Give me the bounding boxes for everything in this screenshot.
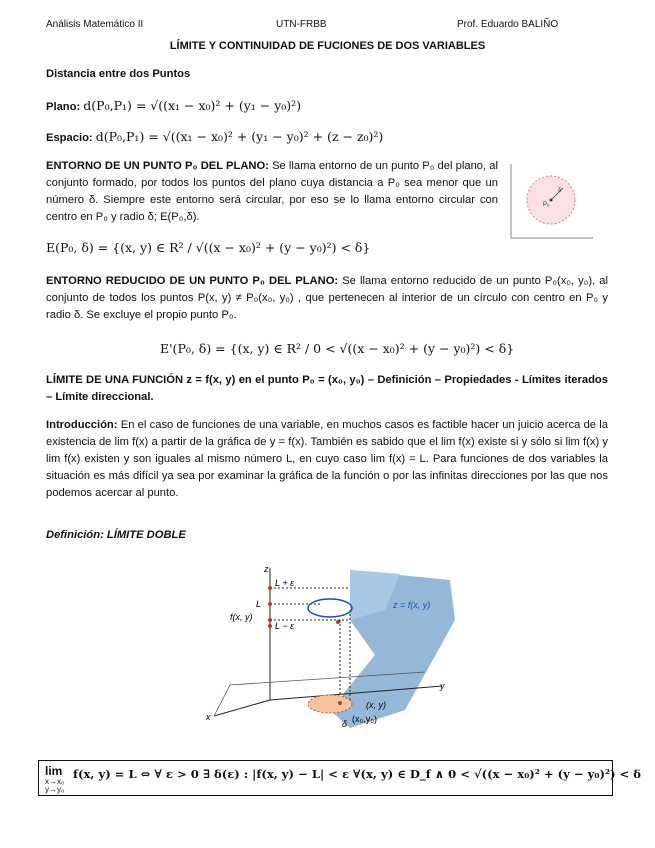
reduced-heading: ENTORNO REDUCIDO DE UN PUNTO P₀ DEL PLANO: [46, 275, 339, 287]
header-professor: Prof. Eduardo BALIÑO [457, 19, 559, 30]
fig-center-label: P₀ [543, 202, 550, 208]
level-ellipse [308, 599, 352, 617]
fxy-dot [268, 624, 272, 628]
center-label: (x₀,y₀) [352, 714, 377, 724]
base-plane-side [214, 685, 230, 716]
z-axis-label: z [264, 564, 269, 574]
delta-label: δ [342, 719, 348, 729]
definition-lim: lim [45, 764, 63, 778]
space-label: Espacio: [46, 132, 93, 144]
limit-heading: LÍMITE DE UNA FUNCIÓN z = f(x, y) en el punto P₀ = (x₀, y₀) – Definición – Propiedades - Límites iterados – Límite direccional. [46, 374, 608, 403]
definition-heading: Definición: LÍMITE DOBLE [46, 529, 186, 541]
L-dot [268, 602, 272, 606]
L-minus-label: L − ε [275, 621, 295, 631]
definition-box [38, 760, 642, 796]
reduced-paragraph [46, 273, 608, 324]
neighborhood-formula: E(P₀, δ) = {(x, y) ∈ R² / √((x − x₀)² + (y − y₀)²) < δ} [46, 240, 371, 255]
neighborhood-figure [505, 160, 597, 244]
surface-label: z = f(x, y) [393, 600, 431, 610]
L-minus-dot [268, 618, 272, 622]
x-axis [214, 700, 270, 716]
intro-text: En el caso de funciones de una variable, en muchos casos es factible hacer un juicio acerca de la existencia de lim f(x) a partir de la gráfica de y = f(x). También es sabido que el lim f(x) existe si y sólo si lim f(x) y lim f(x) existen y son iguales al mismo número L, en cuyo caso lim f(x) = L. Para funciones de dos variables la situación es más difícil ya sea por examinar la gráfica de la función o por las infinitas direcciones por las que nos podemos acercar al punto. [46, 419, 608, 499]
fxy-label: f(x, y) [230, 612, 253, 622]
definition-sub-x: x→x₀ [45, 777, 65, 786]
surface-point [336, 620, 340, 624]
plane-distance [46, 97, 608, 116]
fig-delta-label: δ [558, 188, 562, 194]
header-institution: UTN-FRBB [276, 19, 327, 30]
plane-formula: d(P₀,P₁) = √((x₁ − x₀)² + (y₁ − y₀)²) [83, 98, 302, 113]
domain-point [338, 701, 342, 705]
y-axis-label: y [440, 681, 445, 691]
neighborhood-text: Se llama entorno de un punto P₀ del plano, al conjunto formado, por todos los puntos del plano cuya distancia a P₀ sea menor que un número δ. Siempre este entorno será circular, por eso se lo llama entorno circular con centro en P₀ y radio δ; E(P₀,δ). [46, 160, 498, 223]
distance-heading: Distancia entre dos Puntos [46, 68, 191, 80]
reduced-formula: E'(P₀, δ) = {(x, y) ∈ R² / 0 < √((x − x₀)² + (y − y₀)²) < δ} [160, 341, 515, 356]
definition-sub-y: y→y₀ [45, 785, 65, 794]
limit-figure [200, 560, 460, 740]
intro-label: Introducción: [46, 419, 118, 431]
x-axis-label: x [206, 712, 211, 722]
reduced-text: Se llama entorno reducido de un punto P₀(x₀, y₀), al conjunto de todos los puntos P(x, y) ≠ P₀(x₀, y₀) , que pertenecen al interior de un círculo con centro en P₀ y radio δ. Se excluye el propio punto P₀. [46, 275, 608, 321]
space-distance [46, 128, 608, 147]
intro-paragraph [46, 417, 608, 502]
L-label: L [256, 599, 262, 609]
L-plus-dot [268, 586, 272, 590]
point-label: (x, y) [366, 700, 386, 710]
neighborhood-paragraph [46, 158, 498, 226]
space-formula: d(P₀,P₁) = √((x₁ − x₀)² + (y₁ − y₀)² + (z − z₀)²) [95, 129, 384, 144]
page-title: LÍMITE Y CONTINUIDAD DE FUCIONES DE DOS VARIABLES [169, 40, 486, 52]
plane-label: Plano: [46, 101, 81, 113]
L-plus-label: L + ε [275, 578, 295, 588]
definition-formula: f(x, y) = L ⇔ ∀ ε > 0 ∃ δ(ε) : |f(x, y) − L| < ε ∀(x, y) ∈ D_f ∧ 0 < √((x − x₀)² + (y − y₀)²) < δ [73, 767, 642, 781]
delta-disk [308, 695, 352, 713]
header-course: Análisis Matemático II [46, 19, 144, 30]
neighborhood-heading: ENTORNO DE UN PUNTO P₀ DEL PLANO: [46, 160, 269, 172]
